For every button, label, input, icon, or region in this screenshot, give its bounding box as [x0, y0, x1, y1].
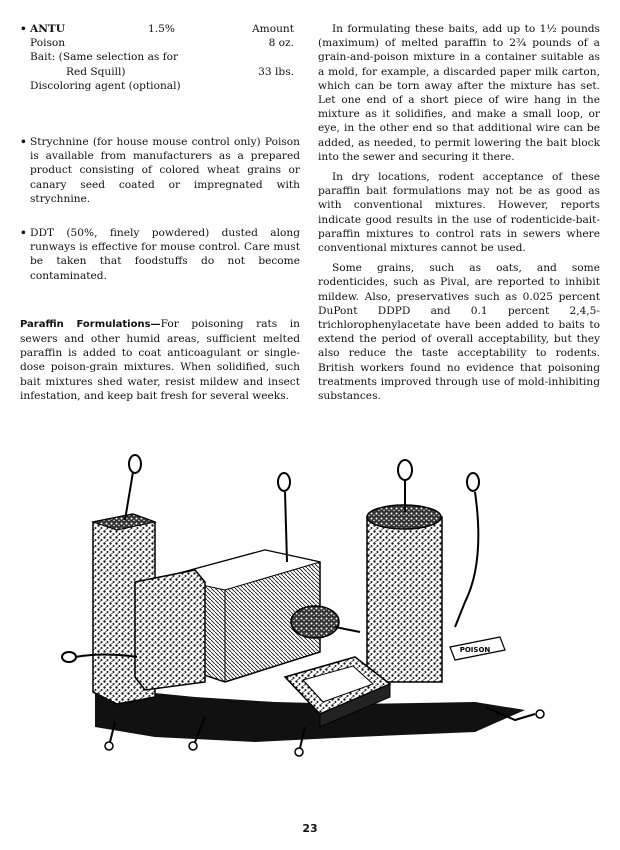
antu-name: ANTU: [30, 23, 66, 35]
discoloring-agent: Discoloring agent (optional): [30, 79, 181, 92]
can-block: [291, 606, 360, 638]
strychnine-item: [20, 135, 300, 206]
paraffin-bait-blocks-illustration: [55, 452, 555, 762]
paraffin-paragraph: [20, 317, 300, 403]
strychnine-text: Strychnine (for house mouse control only) Poison is available from manufacturers as a prepared product consisting of colored wheat grains or canary seed coated or impregnated with strychnine.: [30, 136, 300, 205]
bait-label-2: Red Squill): [66, 65, 126, 78]
paraffin-text: For poisoning rats in sewers and other humid areas, sufficient melted paraffin is added to coat anticoagulant or single-dose poison-grain mixtures. When solidified, such bait mixtures shed water, resist mildew and insect infestation, and keep bait fresh for several weeks.: [20, 317, 300, 402]
cylinder-block: [367, 460, 442, 682]
right-column: [318, 22, 600, 409]
bullet: •: [20, 23, 27, 35]
amount-header: Amount: [252, 23, 294, 35]
page-number: 23: [302, 822, 318, 835]
bullet: •: [20, 227, 27, 240]
paragraph-dry-locations: In dry locations, rodent acceptance of these paraffin bait formulations may not be as good as with conventional mixtures. However, reports indicate good results in the use of rodenticide-bait-paraffin mixtures to control rats in sewers where conventional mixtures cannot be used.: [318, 171, 600, 255]
antu-percent: 1.5%: [148, 23, 175, 35]
bullet: •: [20, 136, 27, 149]
paragraph-mildew: Some grains, such as oats, and some rodenticides, such as Pival, are reported to inhibit mildew. Also, preservatives such as 0.025 percent DuPont DDPD and 0.1 percent 2,4,5-trichlorophenylacetate have been added to baits to extend the period of overall acceptability, but they also reduce the taste acceptability to rodents. British workers found no evidence that poisoning treatments improved through use of mold-inhibiting substances.: [318, 262, 600, 403]
paragraph-formulating: In formulating these baits, add up to 1½ pounds (maximum) of melted paraffin to 2¾ pounds of a grain-and-poison mixture in a container suitable as a mold, for example, a discarded paper milk carton, which can be torn away after the mixture has set. Let one end of a short piece of wire hang in the mixture as it solidifies, and make a small loop, or eye, in the other end so that additional wire can be added, as needed, to permit lowering the bait block into the sewer and securing it there.: [318, 23, 600, 163]
left-column: [20, 22, 300, 403]
ddt-text: DDT (50%, finely powdered) dusted along runways is effective for mouse control. Care must be taken that foodstuffs do not become contaminated.: [30, 227, 300, 282]
antu-table: [20, 22, 300, 93]
poison-label: Poison: [30, 37, 66, 50]
bait-amount: 33 lbs.: [258, 65, 294, 78]
poison-tag: [450, 637, 505, 660]
poison-amount: 8 oz.: [268, 37, 294, 50]
poison-tag-label: POISON: [459, 646, 491, 654]
ddt-item: [20, 226, 300, 283]
bait-label-1: Bait: (Same selection as for: [30, 51, 179, 64]
paraffin-heading: Paraffin Formulations—: [20, 318, 161, 330]
